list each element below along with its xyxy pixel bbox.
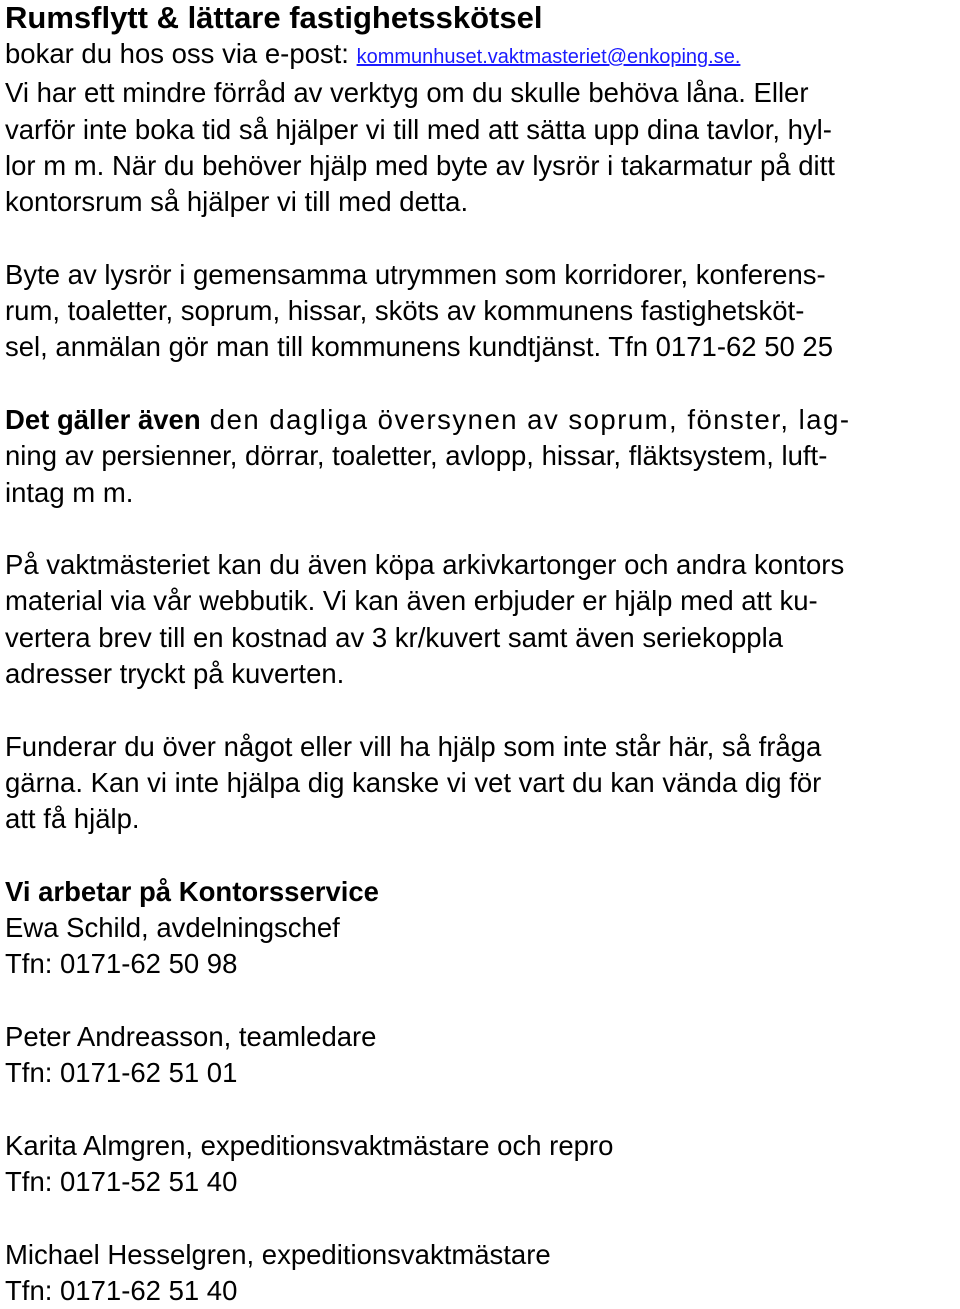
- fraga-line: Funderar du över något eller vill ha hjälp som inte står här, så fråga: [5, 730, 822, 762]
- fraga-paragraph: [5, 729, 960, 838]
- intro-paragraph: [5, 36, 960, 220]
- document-page: [5, 0, 960, 1309]
- intro-text: bokar du hos oss via e-post:: [5, 38, 357, 69]
- fraga-line: att få hjälp.: [5, 803, 140, 835]
- tillsyn-line: ning av persienner, dörrar, toaletter, avlopp, hissar, fläktsystem, luft-: [5, 440, 828, 472]
- tillsyn-bold-lead: Det gäller även: [5, 403, 201, 435]
- staff-name: Ewa Schild, avdelningschef: [5, 912, 340, 944]
- staff-heading: Vi arbetar på Kontorsservice: [5, 875, 379, 907]
- staff-phone: Tfn: 0171-52 51 40: [5, 1166, 238, 1198]
- page-title: Rumsflytt & lättare fastighetsskötsel: [5, 0, 543, 35]
- material-line: material via vår webbutik. Vi kan även erbjuder er hjälp med att ku-: [5, 585, 818, 617]
- staff-name: Karita Almgren, expeditionsvaktmästare och repro: [5, 1129, 614, 1161]
- material-line: adresser tryckt på kuverten.: [5, 658, 345, 690]
- tillsyn-line: den dagliga översynen av soprum, fönster, lag-: [200, 403, 851, 435]
- lysror-line: rum, toaletter, soprum, hissar, sköts av kommunens fastighetsköt-: [5, 295, 805, 327]
- tillsyn-line: intag m m.: [5, 476, 134, 508]
- staff-phone: Tfn: 0171-62 51 01: [5, 1057, 238, 1089]
- staff-phone: Tfn: 0171-62 50 98: [5, 948, 238, 980]
- tillsyn-paragraph: [5, 402, 960, 511]
- material-paragraph: [5, 547, 960, 692]
- lysror-paragraph: [5, 257, 960, 366]
- intro-line: varför inte boka tid så hjälper vi till med att sätta upp dina tavlor, hyl-: [5, 113, 832, 145]
- staff-phone: Tfn: 0171-62 51 40: [5, 1275, 238, 1307]
- lysror-line: Byte av lysrör i gemensamma utrymmen som korridorer, konferens-: [5, 258, 826, 290]
- staff-name: Peter Andreasson, teamledare: [5, 1021, 377, 1053]
- material-line: vertera brev till en kostnad av 3 kr/kuvert samt även seriekoppla: [5, 621, 784, 653]
- intro-line: kontorsrum så hjälper vi till med detta.: [5, 186, 469, 218]
- staff-section: [5, 874, 960, 1309]
- fraga-line: gärna. Kan vi inte hjälpa dig kanske vi vet vart du kan vända dig för: [5, 766, 822, 798]
- material-line: På vaktmästeriet kan du även köpa arkivkartonger och andra kontors: [5, 549, 845, 581]
- lysror-line: sel, anmälan gör man till kommunens kundtjänst. Tfn 0171-62 50 25: [5, 331, 834, 363]
- intro-line: lor m m. När du behöver hjälp med byte av lysrör i takarmatur på ditt: [5, 149, 835, 181]
- email-link[interactable]: kommunhuset.vaktmasteriet@enkoping.se.: [356, 46, 741, 68]
- staff-name: Michael Hesselgren, expeditionsvaktmästare: [5, 1238, 551, 1270]
- intro-line: Vi har ett mindre förråd av verktyg om du skulle behöva låna. Eller: [5, 77, 809, 109]
